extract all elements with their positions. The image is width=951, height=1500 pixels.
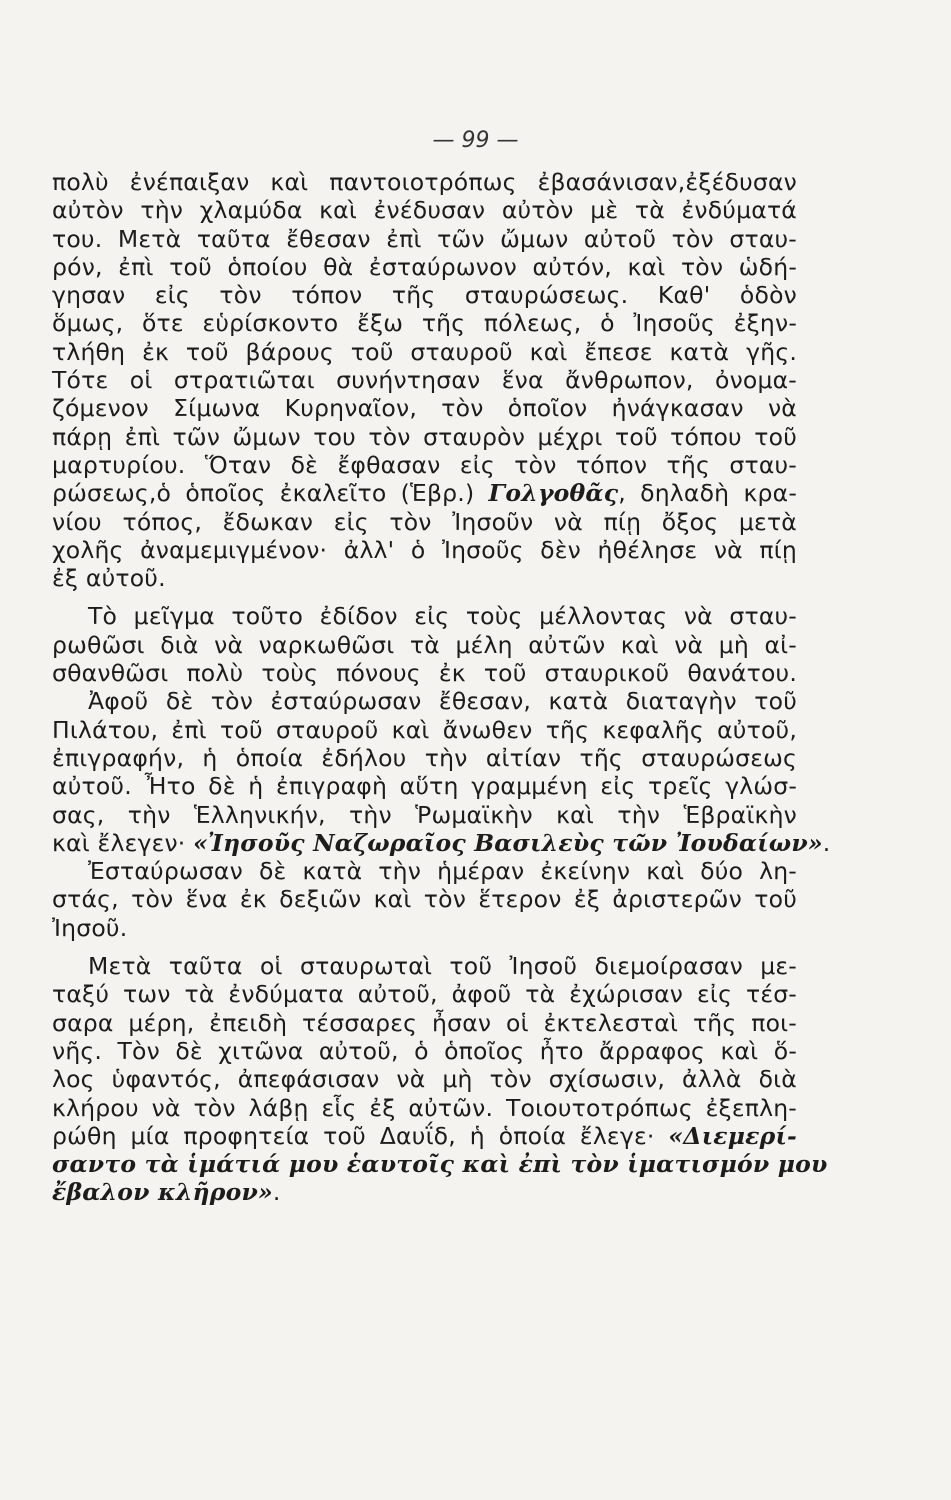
text-line: γησαν εἰς τὸν τόπον τῆς σταυρώσεως. Καθ' ὁδὸν [52, 281, 797, 310]
text-line: σαρα μέρη, ἐπειδὴ τέσσαρες ἦσαν οἱ ἐκτελεσταὶ τῆς ποι- [52, 1008, 797, 1037]
emphasis-prophecy-cont: σαντο τὰ ἱμάτιά μου ἑαυτοῖς καὶ ἐπὶ τὸν ἱματισμόν μου [52, 1150, 828, 1179]
text-line: Τὸ μεῖγμα τοῦτο ἐδίδον εἰς τοὺς μέλλοντας νὰ σταυ- [88, 602, 797, 631]
text-line: ταξύ των τὰ ἐνδύματα αὐτοῦ, ἀφοῦ τὰ ἐχώρισαν εἰς τέσ- [52, 980, 797, 1009]
text-line: πάρῃ ἐπὶ τῶν ὤμων του τὸν σταυρὸν μέχρι τοῦ τόπου τοῦ [52, 422, 797, 451]
text-fragment: . [822, 828, 831, 857]
text-fragment: ρώθη μία προφητεία τοῦ Δαυΐδ, ἡ ὁποία ἔλεγε· [52, 1121, 669, 1150]
page-number: — 99 — [432, 128, 519, 153]
text-line: νῆς. Τὸν δὲ χιτῶνα αὐτοῦ, ὁ ὁποῖος ἦτο ἄρραφος καὶ ὅ- [52, 1036, 797, 1065]
text-line: Τότε οἱ στρατιῶται συνήντησαν ἕνα ἄνθρωπον, ὀνομα- [52, 366, 797, 395]
text-line: ἐπιγραφήν, ἡ ὁποία ἐδήλου τὴν αἰτίαν τῆς σταυρώσεως [52, 743, 797, 772]
text-fragment: ρώσεως,ὁ ὁποῖος ἐκαλεῖτο (Ἑβρ.) [52, 479, 489, 508]
paragraph-gap [52, 942, 797, 952]
text-line [52, 1122, 797, 1150]
text-line: Ἀφοῦ δὲ τὸν ἐσταύρωσαν ἔθεσαν, κατὰ διαταγὴν τοῦ [88, 687, 797, 716]
text-line: στάς, τὸν ἕνα ἐκ δεξιῶν καὶ τὸν ἕτερον ἐξ ἀριστερῶν τοῦ [52, 885, 797, 914]
text-line [52, 828, 831, 857]
emphasis-inscription: «Ἰησοῦς Ναζωραῖος Βασιλεὺς τῶν Ἰουδαίων» [193, 828, 823, 857]
text-line: χολῆς ἀναμεμιγμένον· ἀλλ' ὁ Ἰησοῦς δὲν ἠθέλησε νὰ πίῃ [52, 535, 797, 564]
text-line: κλήρου νὰ τὸν λάβῃ εἷς ἐξ αὐτῶν. Τοιουτοτρόπως ἐξεπλη- [52, 1093, 797, 1122]
text-line: του. Μετὰ ταῦτα ἔθεσαν ἐπὶ τῶν ὤμων αὐτοῦ τὸν σταυ- [52, 224, 797, 253]
text-line: Ἰησοῦ. [52, 913, 128, 942]
emphasis-prophecy: «Διεμερί- [668, 1121, 797, 1150]
text-line: σθανθῶσι πολὺ τοὺς πόνους ἐκ τοῦ σταυρικοῦ θανάτου. [52, 659, 797, 688]
text-line: Μετὰ ταῦτα οἱ σταυρωταὶ τοῦ Ἰησοῦ διεμοίρασαν με- [88, 952, 797, 981]
text-line: αὐτὸν τὴν χλαμύδα καὶ ἐνέδυσαν αὐτὸν μὲ τὰ ἐνδύματά [52, 196, 797, 225]
text-line: μαρτυρίου. Ὅταν δὲ ἔφθασαν εἰς τὸν τόπον τῆς σταυ- [52, 450, 797, 479]
text-line: λος ὑφαντός, ἀπεφάσισαν νὰ μὴ τὸν σχίσωσιν, ἀλλὰ διὰ [52, 1065, 797, 1094]
emphasis-prophecy-end: ἔβαλον κλῆρον» [52, 1178, 273, 1207]
text-line [52, 479, 797, 507]
text-line: τλήθη ἐκ τοῦ βάρους τοῦ σταυροῦ καὶ ἔπεσε κατὰ γῆς. [52, 337, 797, 366]
text-line: νίου τόπος, ἔδωκαν εἰς τὸν Ἰησοῦν νὰ πίῃ ὄξος μετὰ [52, 507, 797, 536]
paragraph-gap [52, 592, 797, 602]
text-line [52, 1178, 797, 1206]
text-line: σας, τὴν Ἑλληνικήν, τὴν Ῥωμαϊκὴν καὶ τὴν Ἑβραϊκὴν [52, 800, 797, 829]
text-line: ζόμενον Σίμωνα Κυρηναῖον, τὸν ὁποῖον ἠνάγκασαν νὰ [52, 394, 797, 423]
text-line: ἐξ αὐτοῦ. [52, 564, 166, 593]
text-line: Ἐσταύρωσαν δὲ κατὰ τὴν ἡμέραν ἐκείνην καὶ δύο λη- [88, 857, 797, 886]
text-line: Πιλάτου, ἐπὶ τοῦ σταυροῦ καὶ ἄνωθεν τῆς κεφαλῆς αὐτοῦ, [52, 715, 797, 744]
emphasis-golgotha: Γολγοθᾶς [488, 479, 619, 508]
text-fragment: . [272, 1178, 281, 1207]
text-line: ρωθῶσι διὰ νὰ ναρκωθῶσι τὰ μέλη αὐτῶν καὶ νὰ μὴ αἰ- [52, 630, 797, 659]
text-line: πολὺ ἐνέπαιξαν καὶ παντοιοτρόπως ἐβασάνισαν,ἐξέδυσαν [52, 168, 797, 196]
text-fragment: , δηλαδὴ κρα- [618, 479, 797, 508]
text-line: ρόν, ἐπὶ τοῦ ὁποίου θὰ ἐσταύρωνον αὐτόν, καὶ τὸν ὡδή- [52, 252, 797, 281]
text-fragment: καὶ ἔλεγεν· [52, 828, 194, 857]
text-line: ὅμως, ὅτε εὑρίσκοντο ἔξω τῆς πόλεως, ὁ Ἰησοῦς ἐξην- [52, 309, 797, 338]
text-line: αὐτοῦ. Ἦτο δὲ ἡ ἐπιγραφὴ αὕτη γραμμένη εἰς τρεῖς γλώσ- [52, 772, 797, 801]
text-body [52, 168, 831, 1207]
text-line [52, 1150, 828, 1179]
